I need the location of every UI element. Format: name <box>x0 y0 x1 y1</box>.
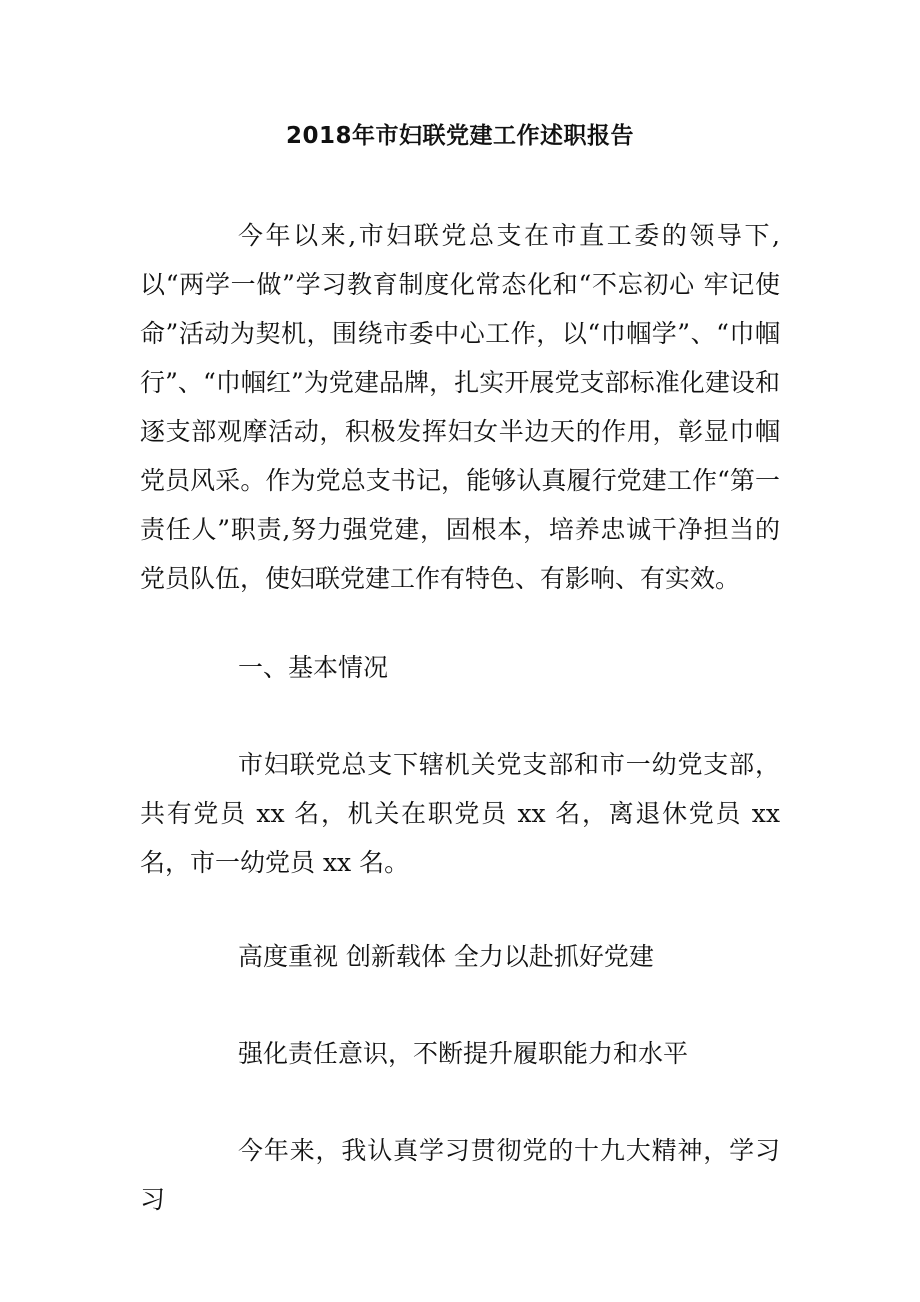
document-title: 2018年市妇联党建工作述职报告 <box>285 123 634 149</box>
paragraph-intro: 今年以来,市妇联党总支在市直工委的领导下,以“两学一做”学习教育制度化常态化和“不忘初心 牢记使命”活动为契机，围绕市委中心工作，以“巾帼学”、“巾帼行”、“巾帼红”为党建品牌，扎实开展党支部标准化建设和逐支部观摩活动，积极发挥妇女半边天的作用，彰显巾帼党员风采。作为党总支书记，能够认真履行党建工作“第一责任人”职责,努力强党建，固根本，培养忠诚干净担当的党员队伍，使妇联党建工作有特色、有影响、有实效。 <box>140 221 780 593</box>
subheading-strengthen-responsibility: 强化责任意识，不断提升履职能力和水平 <box>238 1039 689 1068</box>
subheading-attach-importance: 高度重视 创新载体 全力以赴抓好党建 <box>238 942 654 971</box>
paragraph-study: 今年来，我认真学习贯彻党的十九大精神，学习习 <box>140 1136 780 1214</box>
section-heading-basic-situation: 一、基本情况 <box>238 653 389 682</box>
paragraph-basic-situation: 市妇联党总支下辖机关党支部和市一幼党支部，共有党员 xx 名，机关在职党员 xx 名，离退休党员 xx 名，市一幼党员 xx 名。 <box>140 750 780 877</box>
